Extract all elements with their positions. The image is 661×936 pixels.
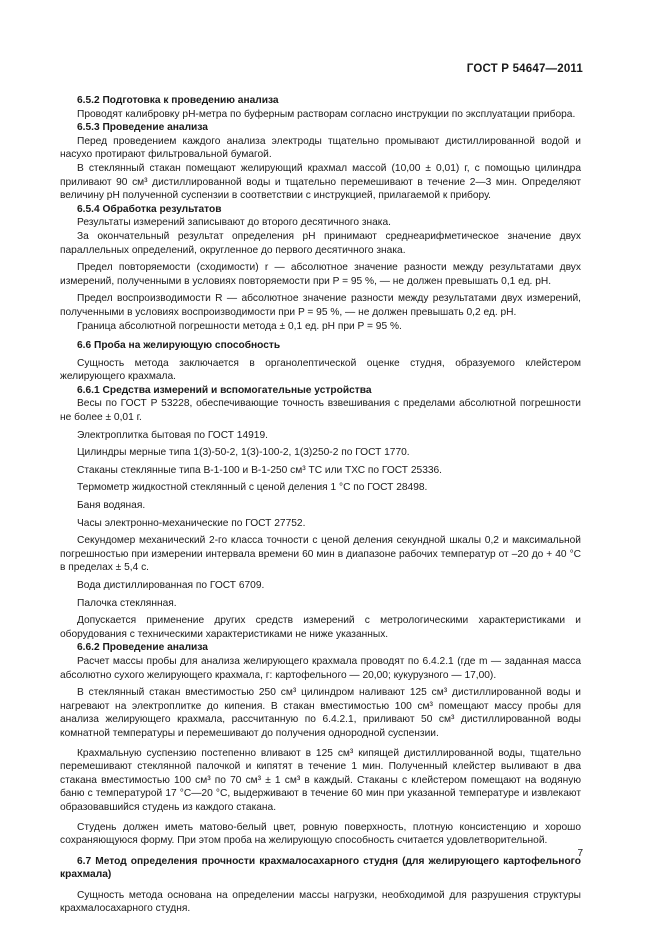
body-paragraph: Проводят калибровку рН-метра по буферным растворам согласно инструкции по эксплуатации прибора. — [77, 108, 576, 120]
body-paragraph: Электроплитка бытовая по ГОСТ 14919. — [77, 429, 268, 441]
body-paragraph: За окончательный результат определения рН принимают среднеарифметическое значение двух параллельных определений, округленное до первого десятичного знака. — [60, 230, 581, 256]
body-paragraph: Вода дистиллированная по ГОСТ 6709. — [77, 580, 265, 591]
body-paragraph: Студень должен иметь матово-белый цвет, ровную поверхность, плотную консистенцию и хорошо сохраняющуюся форму. При этом проба на желирующую способность считается удовлетворительной. — [60, 821, 581, 847]
body-paragraph: Сущность метода заключается в органолептической оценке студня, образуемого клейстером желирующего крахмала. — [60, 357, 581, 383]
section-heading: 6.5.4 Обработка результатов — [77, 203, 222, 215]
section-heading: 6.6.2 Проведение анализа — [77, 642, 208, 654]
page-number: 7 — [577, 848, 583, 859]
body-paragraph: Стаканы стеклянные типа В-1-100 и В-1-250 см³ ТС или ТХС по ГОСТ 25336. — [77, 464, 443, 476]
section-heading: 6.6 Проба на желирующую способность — [77, 340, 281, 352]
body-paragraph: В стеклянный стакан помещают желирующий крахмал массой (10,00 ± 0,01) г, с помощью цилиндра приливают 90 см³ дистиллированной воды и тщательно перемешивают в течение 2—3 мин. Определяют величину рН полученной суспензии в соответствии с инструкцией, прилагаемой к прибору. — [60, 162, 581, 202]
document-body — [60, 94, 581, 916]
body-paragraph: Допускается применение других средств измерений с метрологическими характеристиками и оборудования с техническими характеристиками не ниже указанных. — [60, 615, 581, 640]
body-paragraph: Перед проведением каждого анализа электроды тщательно промывают дистиллированной водой и насухо протирают фильтровальной бумагой. — [60, 135, 581, 161]
body-paragraph: Крахмальную суспензию постепенно вливают в 125 см³ кипящей дистиллированной воды, тщательно перемешивают стеклянной палочкой и кипятят в течение 1 мин. Полученный клейстер выливают в два стакана вместимостью 100 см³ по 70 см³ ± 1 см³ в каждый. Стаканы с клейстером помещают на водяную баню с температурой 17 °С—20 °С, выдерживают в течение 60 мин при указанной температуре и извлекают образовавшийся студень из каждого стакана. — [60, 747, 581, 813]
body-paragraph: Секундомер механический 2-го класса точности с ценой деления секундной шкалы 0,2 и максимальной погрешностью при измерении интервала времени 60 мин в диапазоне рабочих температур от –20 до + 40 °С в пределах ± 5,4 с. — [60, 535, 581, 574]
document-header: ГОСТ Р 54647—2011 — [466, 63, 583, 75]
body-paragraph: Часы электронно-механические по ГОСТ 27752. — [77, 517, 306, 529]
body-paragraph: Термометр жидкостной стеклянный с ценой деления 1 °С по ГОСТ 28498. — [77, 482, 428, 494]
body-paragraph: Сущность метода основана на определении массы нагрузки, необходимой для разрушения структуры крахмалосахарного студня. — [60, 889, 581, 915]
body-paragraph: Расчет массы пробы для анализа желирующего крахмала проводят по 6.4.2.1 (где m — заданная масса абсолютно сухого желирующего крахмала, г: картофельного — 20,00; кукурузного — 17,00). — [60, 655, 581, 681]
section-heading: 6.5.3 Проведение анализа — [77, 122, 208, 134]
body-paragraph: Баня водяная. — [77, 500, 146, 512]
body-paragraph: Граница абсолютной погрешности метода ± 0,1 ед. рН при P = 95 %. — [77, 320, 402, 332]
body-paragraph: Результаты измерений записывают до второго десятичного знака. — [77, 217, 391, 229]
section-heading: 6.7 Метод определения прочности крахмалосахарного студня (для желирующего картофельного крахмала) — [60, 855, 581, 881]
section-heading: 6.6.1 Средства измерений и вспомогательные устройства — [77, 384, 372, 396]
body-paragraph: Предел повторяемости (сходимости) r — абсолютное значение разности между результатами двух измерений, полученными в условиях повторяемости при P = 95 %, — не должен превышать 0,1 ед. рН. — [60, 262, 581, 287]
body-paragraph: В стеклянный стакан вместимостью 250 см³ цилиндром наливают 125 см³ дистиллированной воды и нагревают на электроплитке до кипения. В стакан вместимостью 100 см³ помещают массу пробы для анализа желирующего крахмала, рассчитанную по 6.4.2.1, приливают 50 см³ дистиллированной воды комнатной температуры и перемешивают до получения однородной суспензии. — [60, 687, 581, 739]
body-paragraph: Цилиндры мерные типа 1(3)-50-2, 1(3)-100-2, 1(3)250-2 по ГОСТ 1770. — [77, 447, 410, 459]
section-heading: 6.5.2 Подготовка к проведению анализа — [77, 95, 279, 106]
body-paragraph: Весы по ГОСТ Р 53228, обеспечивающие точность взвешивания с пределами абсолютной погрешности не более ± 0,01 г. — [60, 398, 581, 424]
body-paragraph: Предел воспроизводимости R — абсолютное значение разности между результатами двух измерений, полученными в условиях воспроизводимости при P = 95 %, — не должен превышать 0,2 ед. рН. — [60, 293, 581, 318]
body-paragraph: Палочка стеклянная. — [77, 597, 177, 609]
